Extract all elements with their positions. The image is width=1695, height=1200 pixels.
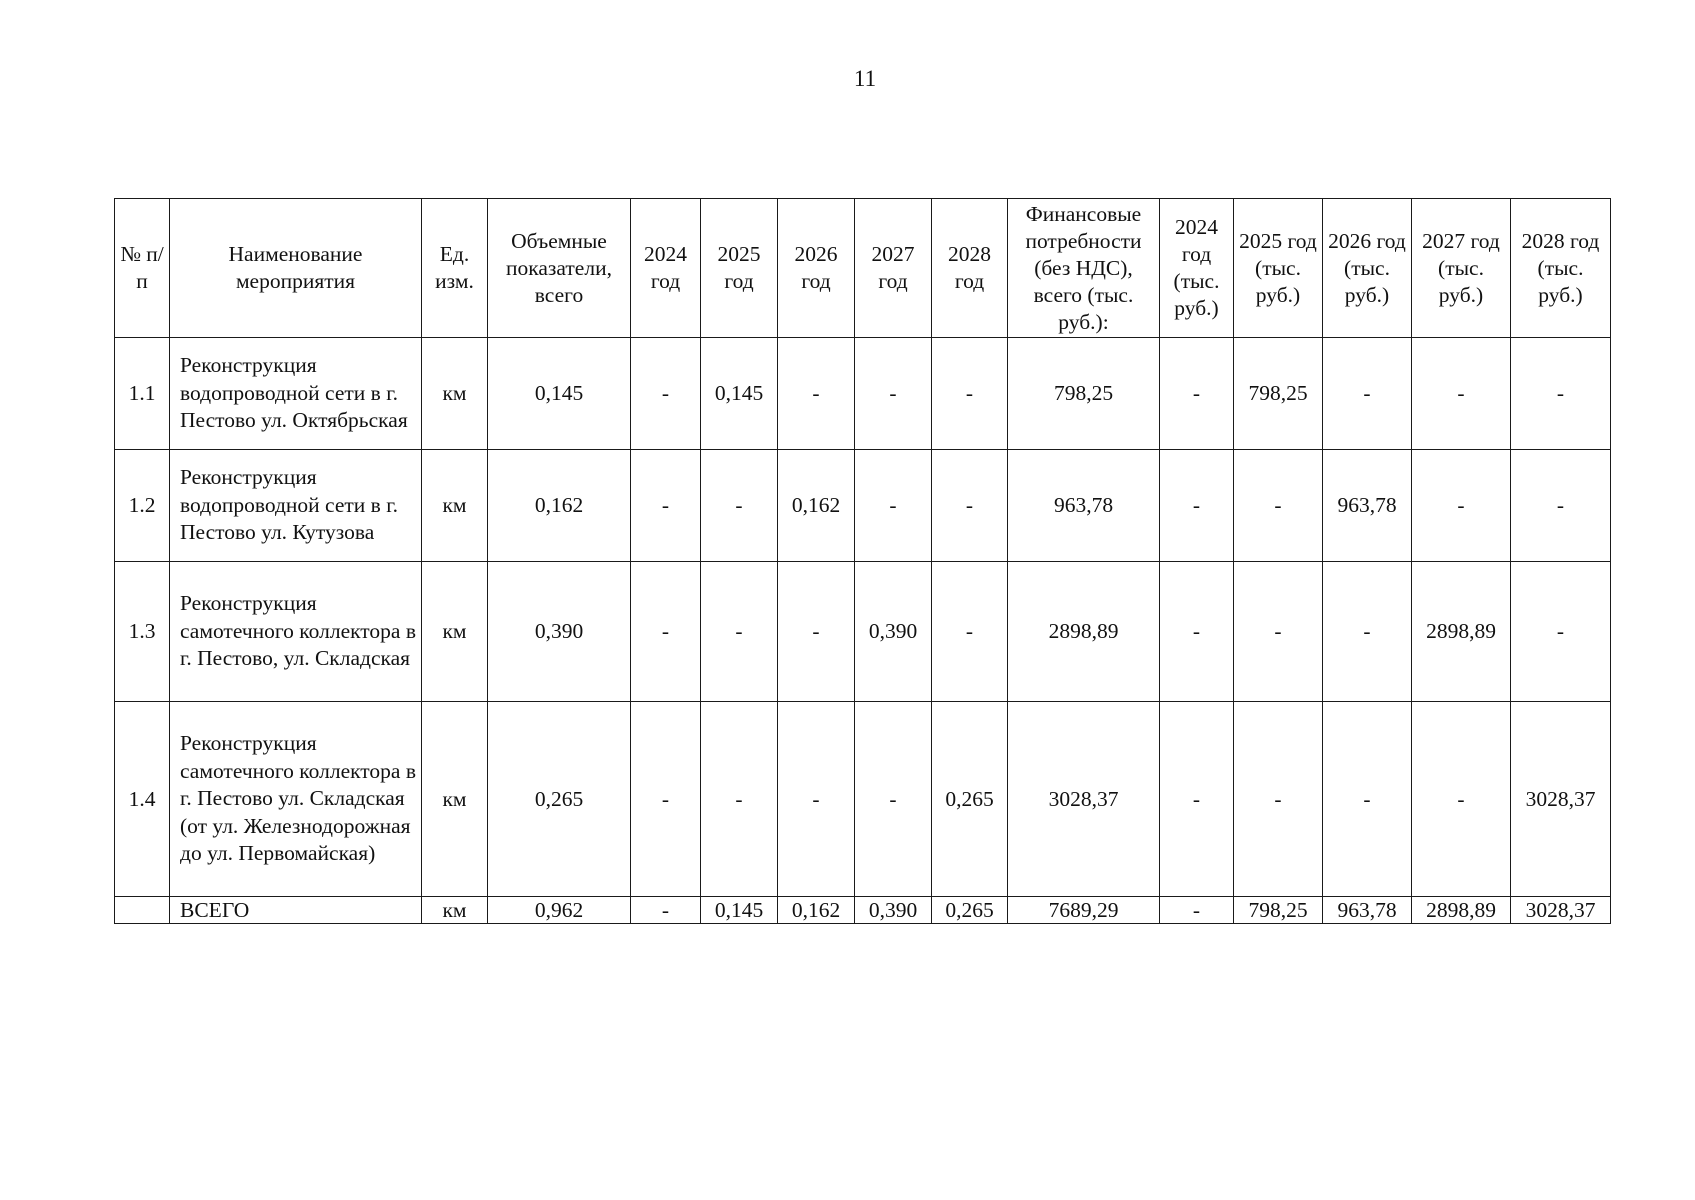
total-vol-2025: 0,145	[701, 897, 778, 924]
row-vol-2025: -	[701, 450, 778, 562]
row-vol-2026: -	[778, 338, 855, 450]
header-unit: Ед. изм.	[422, 199, 488, 338]
row-fin-2024: -	[1160, 338, 1234, 450]
total-num	[115, 897, 170, 924]
row-volume-total: 0,145	[488, 338, 631, 450]
total-fin-2027: 2898,89	[1412, 897, 1511, 924]
row-fin-2025: -	[1234, 450, 1323, 562]
row-fin-2027: -	[1412, 338, 1511, 450]
row-unit: км	[422, 338, 488, 450]
row-vol-2024: -	[631, 338, 701, 450]
row-num: 1.1	[115, 338, 170, 450]
row-unit: км	[422, 450, 488, 562]
row-fin-2028: -	[1511, 562, 1611, 702]
page-number: 11	[853, 66, 877, 91]
row-fin-2027: -	[1412, 702, 1511, 897]
row-vol-2028: 0,265	[932, 702, 1008, 897]
header-row	[115, 199, 1611, 338]
table-row	[115, 338, 1611, 450]
row-finance-total: 963,78	[1008, 450, 1160, 562]
total-fin-2025: 798,25	[1234, 897, 1323, 924]
row-name: Реконструкция самотечного коллектора в г. Пестово, ул. Складская	[170, 562, 422, 702]
row-finance-total: 798,25	[1008, 338, 1160, 450]
row-fin-2024: -	[1160, 450, 1234, 562]
total-row	[115, 897, 1611, 924]
header-vol-2025: 2025 год	[701, 199, 778, 338]
row-fin-2026: 963,78	[1323, 450, 1412, 562]
row-vol-2028: -	[932, 338, 1008, 450]
row-vol-2028: -	[932, 450, 1008, 562]
header-num: № п/п	[115, 199, 170, 338]
header-vol-2026: 2026 год	[778, 199, 855, 338]
header-fin-2026: 2026 год (тыс. руб.)	[1323, 199, 1412, 338]
table-row	[115, 450, 1611, 562]
header-fin-2027: 2027 год (тыс. руб.)	[1412, 199, 1511, 338]
header-finance-total: Финансовые потребности (без НДС), всего (тыс. руб.):	[1008, 199, 1160, 338]
row-volume-total: 0,265	[488, 702, 631, 897]
row-unit: км	[422, 562, 488, 702]
total-name: ВСЕГО	[170, 897, 422, 924]
row-vol-2027: 0,390	[855, 562, 932, 702]
header-vol-2028: 2028 год	[932, 199, 1008, 338]
row-num: 1.2	[115, 450, 170, 562]
row-fin-2025: -	[1234, 562, 1323, 702]
row-vol-2027: -	[855, 702, 932, 897]
total-fin-2026: 963,78	[1323, 897, 1412, 924]
total-unit: км	[422, 897, 488, 924]
total-fin-2024: -	[1160, 897, 1234, 924]
total-vol-2024: -	[631, 897, 701, 924]
row-vol-2025: -	[701, 562, 778, 702]
row-fin-2024: -	[1160, 562, 1234, 702]
row-vol-2028: -	[932, 562, 1008, 702]
row-name: Реконструкция водопроводной сети в г. Пестово ул. Октябрьская	[170, 338, 422, 450]
header-fin-2025: 2025 год (тыс. руб.)	[1234, 199, 1323, 338]
total-volume-total: 0,962	[488, 897, 631, 924]
row-fin-2025: -	[1234, 702, 1323, 897]
row-fin-2028: -	[1511, 338, 1611, 450]
header-vol-2027: 2027 год	[855, 199, 932, 338]
header-name: Наименование мероприятия	[170, 199, 422, 338]
row-fin-2027: -	[1412, 450, 1511, 562]
row-finance-total: 2898,89	[1008, 562, 1160, 702]
total-vol-2028: 0,265	[932, 897, 1008, 924]
row-vol-2024: -	[631, 702, 701, 897]
row-vol-2026: -	[778, 562, 855, 702]
row-vol-2026: -	[778, 702, 855, 897]
row-vol-2027: -	[855, 338, 932, 450]
row-fin-2028: 3028,37	[1511, 702, 1611, 897]
row-finance-total: 3028,37	[1008, 702, 1160, 897]
row-name: Реконструкция водопроводной сети в г. Пестово ул. Кутузова	[170, 450, 422, 562]
total-vol-2026: 0,162	[778, 897, 855, 924]
total-fin-2028: 3028,37	[1511, 897, 1611, 924]
row-vol-2025: 0,145	[701, 338, 778, 450]
header-fin-2024: 2024 год (тыс. руб.)	[1160, 199, 1234, 338]
total-vol-2027: 0,390	[855, 897, 932, 924]
row-vol-2024: -	[631, 450, 701, 562]
row-fin-2026: -	[1323, 338, 1412, 450]
row-unit: км	[422, 702, 488, 897]
row-fin-2026: -	[1323, 562, 1412, 702]
row-vol-2025: -	[701, 702, 778, 897]
row-fin-2025: 798,25	[1234, 338, 1323, 450]
header-fin-2028: 2028 год (тыс. руб.)	[1511, 199, 1611, 338]
row-volume-total: 0,162	[488, 450, 631, 562]
header-vol-2024: 2024 год	[631, 199, 701, 338]
table-row	[115, 702, 1611, 897]
row-volume-total: 0,390	[488, 562, 631, 702]
row-fin-2026: -	[1323, 702, 1412, 897]
total-finance-total: 7689,29	[1008, 897, 1160, 924]
row-fin-2027: 2898,89	[1412, 562, 1511, 702]
row-fin-2028: -	[1511, 450, 1611, 562]
table-row	[115, 562, 1611, 702]
row-vol-2026: 0,162	[778, 450, 855, 562]
row-name: Реконструкция самотечного коллектора в г. Пестово ул. Складская (от ул. Железнодорожная до ул. Первомайская)	[170, 702, 422, 897]
row-vol-2024: -	[631, 562, 701, 702]
row-num: 1.3	[115, 562, 170, 702]
header-volume-total: Объемные показатели, всего	[488, 199, 631, 338]
measures-table	[114, 198, 1611, 924]
row-vol-2027: -	[855, 450, 932, 562]
row-num: 1.4	[115, 702, 170, 897]
row-fin-2024: -	[1160, 702, 1234, 897]
